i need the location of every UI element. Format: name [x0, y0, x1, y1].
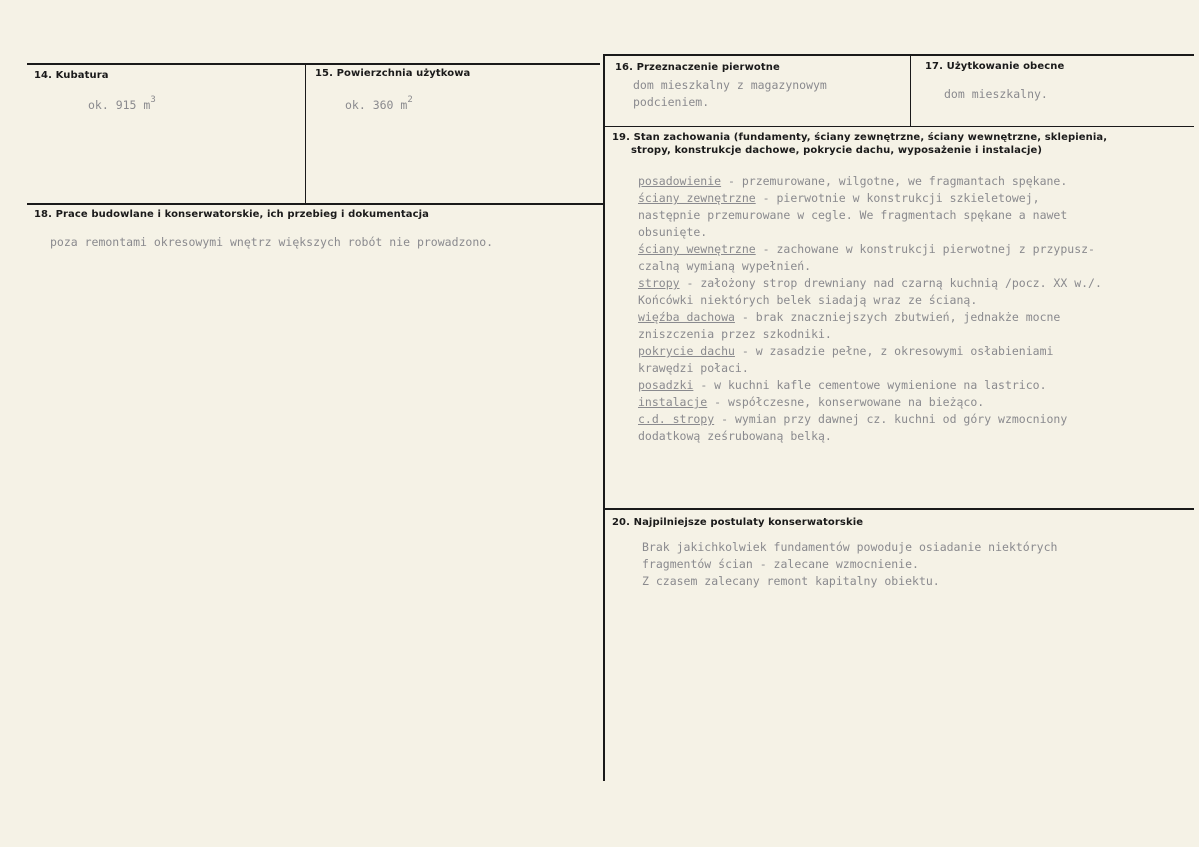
field-19-line	[638, 292, 977, 309]
field-19-heading: posadowienie	[638, 174, 722, 188]
field-19-label-line-1: 19. Stan zachowania (fundamenty, ściany zewnętrzne, ściany wewnętrzne, sklepienia,	[612, 132, 1108, 143]
field-19-text: - założony strop drewniany nad czarną kuchnią /pocz. XX w./.	[679, 276, 1102, 290]
field-19-heading: ściany wewnętrzne	[638, 242, 756, 256]
field-18-label: 18. Prace budowlane i konserwatorskie, ich przebieg i dokumentacja	[34, 209, 430, 220]
field-17-value: dom mieszkalny.	[944, 87, 1048, 101]
field-19-text: Końcówki niektórych belek siadają wraz ze ścianą.	[638, 293, 978, 307]
top-rule-left	[27, 63, 600, 65]
field-19-line	[638, 241, 1095, 258]
field-14-unit-exponent: 3	[150, 95, 156, 105]
field-19-heading: instalacje	[638, 395, 708, 409]
field-19-text: - wymian przy dawnej cz. kuchni od góry wzmocniony	[714, 412, 1068, 426]
field-19-heading: ściany zewnętrzne	[638, 191, 756, 205]
field-17-label: 17. Użytkowanie obecne	[925, 61, 1065, 72]
rule-above-18	[27, 203, 603, 205]
field-19-line	[638, 428, 832, 445]
rule-below-16-17	[605, 126, 1194, 127]
field-14-value-text: ok. 915 m	[88, 98, 151, 112]
field-20-line-1: Brak jakichkolwiek fundamentów powoduje osiadanie niektórych	[642, 540, 1058, 554]
field-16-line-1: dom mieszkalny z magazynowym	[633, 78, 827, 92]
field-15-value	[345, 97, 413, 114]
field-14-label: 14. Kubatura	[34, 70, 109, 81]
field-19-text: obsunięte.	[638, 225, 708, 239]
field-19-line	[638, 377, 1047, 394]
field-19-line	[638, 343, 1053, 360]
field-19-heading: stropy	[638, 276, 680, 290]
field-16-line-2: podcieniem.	[633, 95, 710, 109]
field-19-text: - brak znaczniejszych zbutwień, jednakże mocne	[734, 310, 1061, 324]
field-19-heading: więźba dachowa	[638, 310, 735, 324]
field-20-line-3: Z czasem zalecany remont kapitalny obiektu.	[642, 574, 940, 588]
field-19-label-line-2: stropy, konstrukcje dachowe, pokrycie dachu, wyposażenie i instalacje)	[631, 145, 1043, 156]
field-15-unit-exponent: 2	[407, 95, 413, 105]
field-20-label: 20. Najpilniejsze postulaty konserwatorskie	[612, 517, 864, 528]
field-19-line	[638, 224, 707, 241]
rule-above-20	[605, 508, 1194, 510]
field-19-line	[638, 173, 1067, 190]
field-15-label: 15. Powierzchnia użytkowa	[315, 68, 471, 79]
field-19-text: - zachowane w konstrukcji pierwotnej z przypusz-	[755, 242, 1095, 256]
field-14-value	[88, 97, 156, 114]
divider-vertical-16-17	[910, 55, 911, 127]
field-19-line	[638, 190, 1040, 207]
field-19-text: - współczesne, konserwowane na bieżąco.	[707, 395, 985, 409]
field-19-line	[638, 326, 832, 343]
field-19-text: zniszczenia przez szkodniki.	[638, 327, 832, 341]
field-19-text: - pierwotnie w konstrukcji szkieletowej,	[755, 191, 1040, 205]
field-19-heading: c.d. stropy	[638, 412, 715, 426]
field-19-line	[638, 207, 1067, 224]
field-19-text: następnie przemurowane w cegle. We fragmentach spękane a nawet	[638, 208, 1068, 222]
field-16-label: 16. Przeznaczenie pierwotne	[615, 62, 780, 73]
field-19-line	[638, 394, 984, 411]
field-19-text: czalną wymianą wypełnień.	[638, 259, 812, 273]
field-19-line	[638, 309, 1060, 326]
field-19-text: krawędzi połaci.	[638, 361, 749, 375]
field-19-text: dodatkową ześrubowaną belką.	[638, 429, 832, 443]
field-19-line	[638, 411, 1067, 428]
field-19-text: - w kuchni kafle cementowe wymienione na lastrico.	[693, 378, 1047, 392]
divider-vertical-main	[603, 54, 605, 781]
field-18-value: poza remontami okresowymi wnętrz większych robót nie prowadzono.	[50, 235, 494, 249]
divider-vertical-14-15	[305, 63, 306, 204]
field-19-text: - w zasadzie pełne, z okresowymi osłabieniami	[734, 344, 1054, 358]
field-19-heading: posadzki	[638, 378, 694, 392]
field-19-line	[638, 360, 749, 377]
field-19-line	[638, 258, 811, 275]
field-15-value-text: ok. 360 m	[345, 98, 408, 112]
field-20-line-2: fragmentów ścian - zalecane wzmocnienie.	[642, 557, 919, 571]
field-19-heading: pokrycie dachu	[638, 344, 735, 358]
top-rule-right	[605, 54, 1194, 56]
field-19-text: - przemurowane, wilgotne, we fragmantach spękane.	[721, 174, 1068, 188]
field-19-line	[638, 275, 1102, 292]
